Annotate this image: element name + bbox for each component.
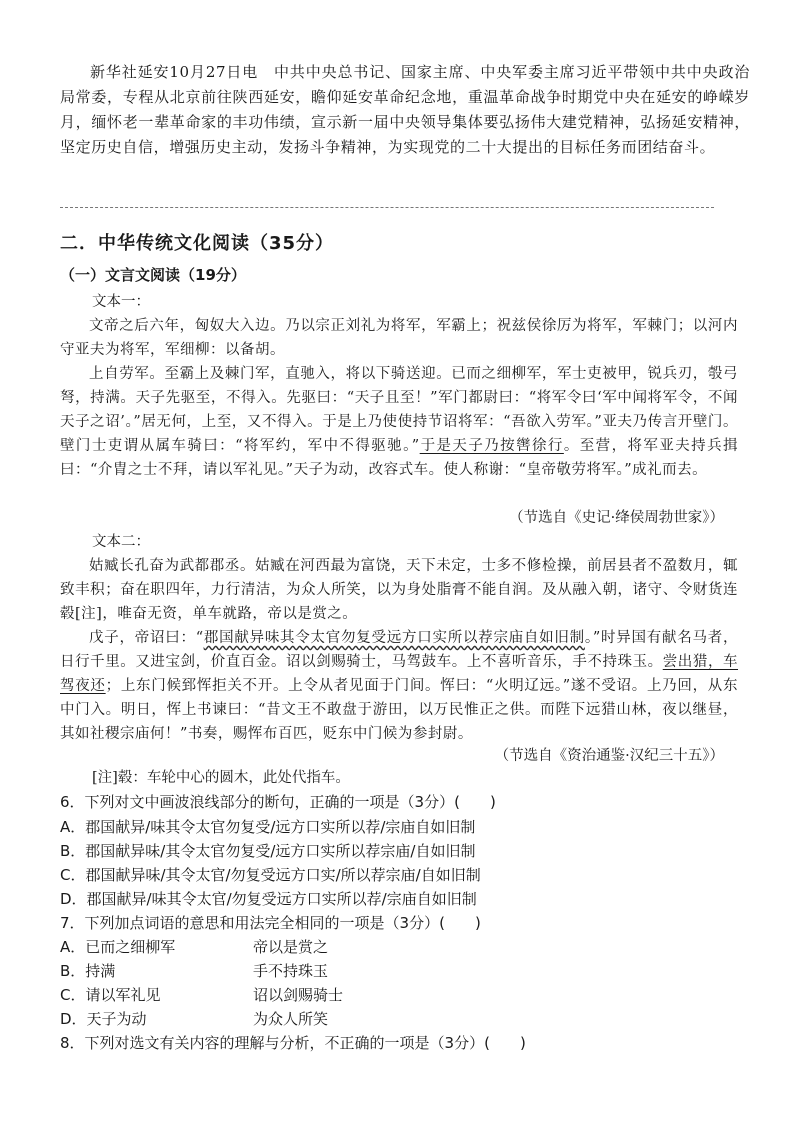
wavy-underlined-sentence: 郡国献异味其令太官勿复受远方口实所以荐宗庙自如旧制 (203, 630, 585, 646)
text2-label: 文本二： (92, 534, 150, 550)
section-title: 二．中华传统文化阅读（35分） (60, 233, 335, 254)
text2-paragraph-2-part-b: 。”时异国有献名马者，日行千里。又进宝剑，价直百金。诏以剑赐骑士，马驾鼓车。上不喜听音乐，手不持珠玉。 (60, 630, 738, 670)
option-c-right: 诏以剑赐骑士 (253, 986, 344, 1004)
question-6-option-b[interactable]: B．郡国献异味/其令太官勿复受/远方口实所以荐宗庙/自如旧制 (60, 842, 476, 860)
question-7-stem: 7．下列加点词语的意思和用法完全相同的一项是（3分）( ) (60, 914, 481, 932)
text1-label: 文本一： (92, 294, 150, 310)
question-7-option-a[interactable] (60, 936, 329, 957)
text2-paragraph-2-part-c: ；上东门候郅恽拒关不开。上令从者见面于门间。恽曰：“火明辽远。”遂不受诏。上乃回，从东中门入。明日，恽上书谏曰：“昔文王不敢盘于游田，以万民惟正之供。而陛下远猎山林，夜以继昼，其如社稷宗庙何！”书奏，赐恽布百匹，贬东中门候为参封尉。 (60, 678, 739, 742)
text2-paragraph-2 (60, 626, 738, 746)
question-7-option-b[interactable] (60, 960, 329, 981)
question-7-option-c[interactable] (60, 984, 344, 1005)
text1-source: （节选自《史记·绛侯周勃世家》） (509, 510, 724, 526)
question-8-stem: 8．下列对选文有关内容的理解与分析，不正确的一项是（3分）( ) (60, 1034, 526, 1052)
text1-paragraph-2 (60, 362, 738, 482)
question-6-option-c[interactable]: C．郡国献异味/其令太官/勿复受远方口实/所以荐宗庙/自如旧制 (60, 866, 481, 884)
news-paragraph: 新华社延安10月27日电 中共中央总书记、国家主席、中央军委主席习近平带领中共中央政治局常委，专程从北京前往陕西延安，瞻仰延安革命纪念地，重温革命战争时期党中央在延安的峥嵘岁月，缅怀老一辈革命家的丰功伟绩，宣示新一届中央领导集体要弘扬伟大建党精神，弘扬延安精神，坚定历史自信，增强历史主动，发扬斗争精神，为实现党的二十大提出的目标任务而团结奋斗。 (60, 63, 750, 156)
footnote: [注]毂：车轮中心的圆木，此处代指车。 (92, 770, 350, 786)
underlined-sentence-2: 尝出猎，车驾夜还 (60, 654, 739, 694)
text2-body (60, 554, 738, 746)
text2-paragraph-2-part-a: 戊子，帝诏曰：“ (89, 630, 204, 646)
option-b-left: B．持满 (60, 962, 116, 980)
text2-source: （节选自《资治通鉴·汉纪三十五》） (494, 748, 724, 764)
question-6-stem: 6．下列对文中画波浪线部分的断句，正确的一项是（3分）( ) (60, 793, 496, 811)
option-d-right: 为众人所笑 (253, 1010, 329, 1028)
option-a-right: 帝以是赏之 (253, 938, 329, 956)
sub-section-title: （一）文言文阅读（19分） (60, 266, 246, 284)
question-6-option-a[interactable]: A．郡国献异/味其令太官勿复受/远方口实所以荐/宗庙自如旧制 (60, 818, 476, 836)
text1-paragraph-2-part-b: 。至营，将军亚夫持兵揖曰：“介胄之士不拜，请以军礼见。”天子为动，改容式车。使人称谢：“皇帝敬劳将军。”成礼而去。 (60, 438, 739, 478)
dashed-divider (60, 207, 714, 208)
question-6-option-d[interactable]: D．郡国献异/味其令太官/勿复受远方口实所以荐/宗庙自如旧制 (60, 890, 477, 908)
text1-body (60, 314, 738, 482)
option-b-right: 手不持珠玉 (253, 962, 329, 980)
question-7-option-d[interactable] (60, 1008, 329, 1029)
underlined-sentence: 于是天子乃按辔徐行 (419, 438, 564, 454)
text1-paragraph-1: 文帝之后六年，匈奴大入边。乃以宗正刘礼为将军，军霸上；祝兹侯徐厉为将军，军棘门；以河内守亚夫为将军，军细柳：以备胡。 (60, 318, 738, 358)
option-c-left: C．请以军礼见 (60, 986, 161, 1004)
option-a-left: A．已而之细柳军 (60, 938, 176, 956)
text2-paragraph-1: 姑臧长孔奋为武都郡丞。姑臧在河西最为富饶，天下未定，士多不修检操，前居县者不盈数月，辄致丰积；奋在职四年，力行清洁，为众人所笑，以为身处脂膏不能自润。及从融入朝，诸守、令财货连毂[注]，唯奋无资，单车就路，帝以是赏之。 (60, 558, 738, 622)
text1-paragraph-2-part-a: 上自劳军。至霸上及棘门军，直驰入，将以下骑送迎。已而之细柳军，军士吏被甲，锐兵刃，彀弓弩，持满。天子先驱至，不得入。先驱曰：“天子且至！”军门都尉曰：“将军令曰‘军中闻将军令，不闻天子之诏’。”居无何，上至，又不得入。于是上乃使使持节诏将军：“吾欲入劳军。”亚夫乃传言开壁门。壁门士吏谓从属车骑曰：“将军约，军中不得驱驰。” (60, 366, 738, 454)
option-d-left: D．天子为动 (60, 1010, 147, 1028)
